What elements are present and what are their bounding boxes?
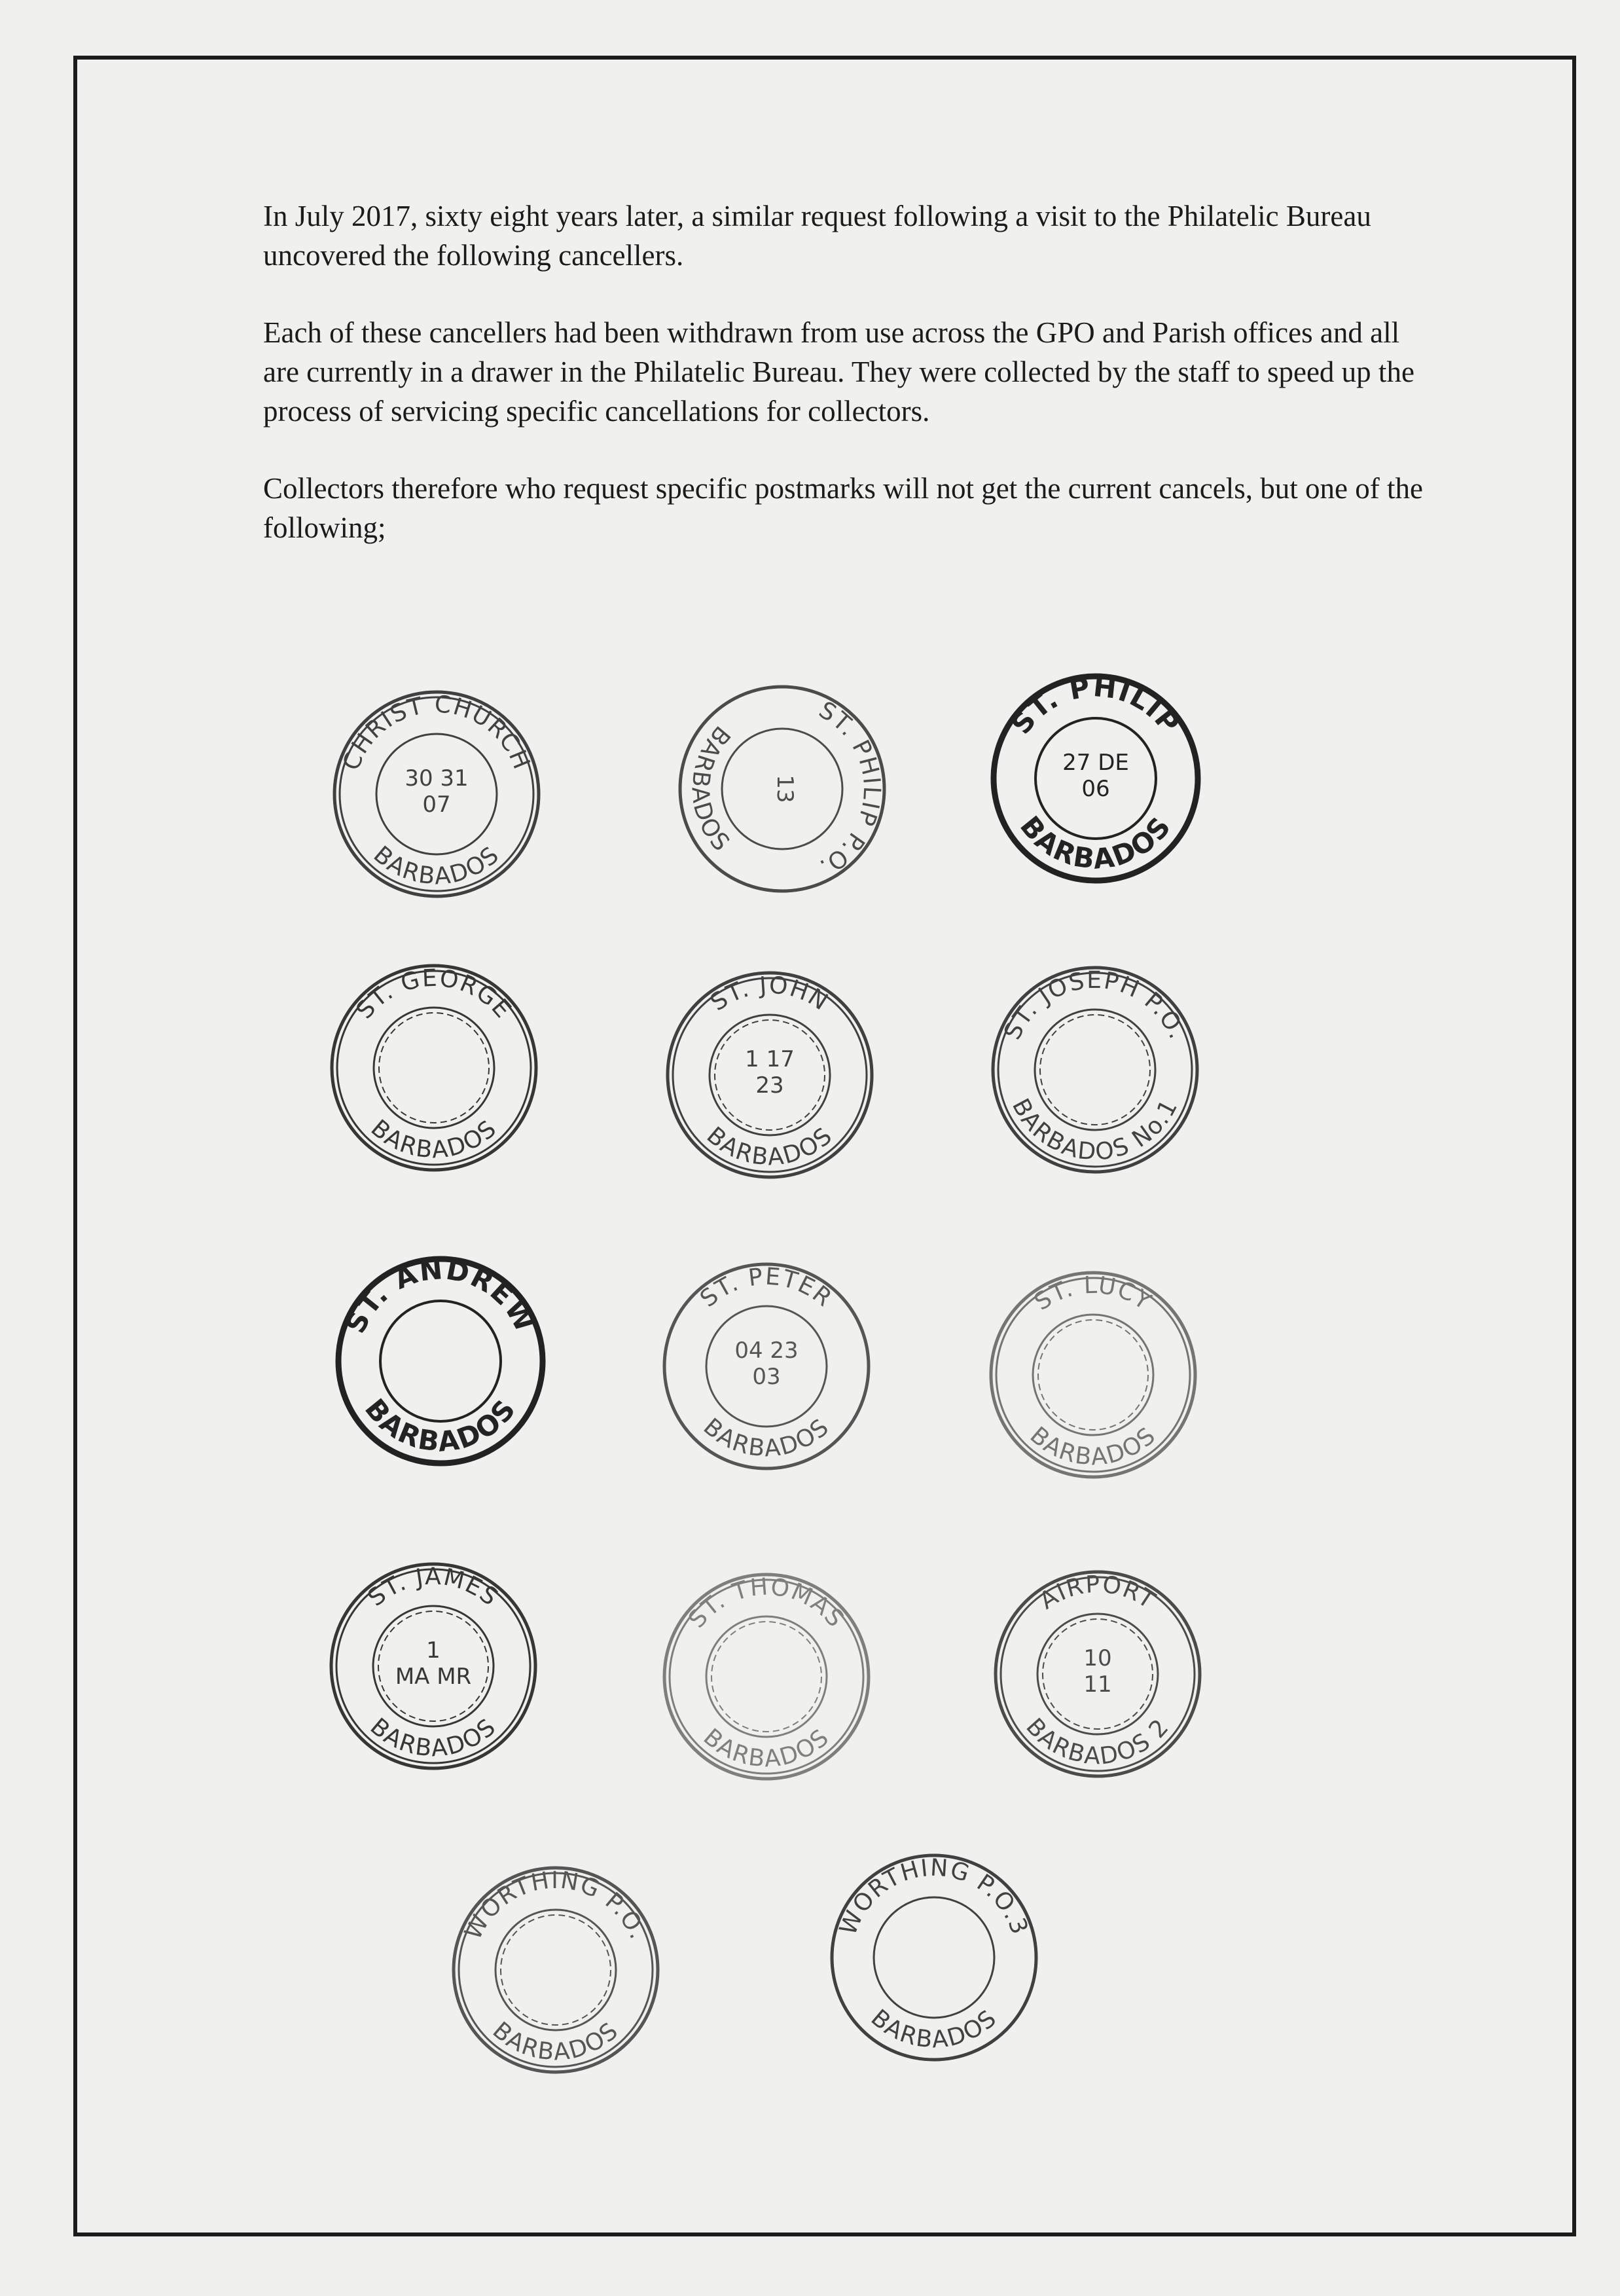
postmark-st-lucy: [985, 1267, 1201, 1483]
postmark-st-george: [326, 960, 542, 1176]
postmark-svg: [985, 1267, 1201, 1483]
postmark-office-name: ST. THOMAS: [683, 1573, 850, 1633]
postmark-svg: [662, 967, 878, 1183]
postmark-country: BARBADOS: [698, 1723, 835, 1773]
postmark-country: BARBADOS: [365, 1114, 503, 1164]
postmark-country: BARBADOS: [365, 1713, 502, 1762]
postmark-ring: [380, 1301, 501, 1421]
postmark-date: 30 31: [405, 765, 469, 792]
postmark-date: 10: [1083, 1645, 1112, 1671]
postmark-svg: [990, 1566, 1206, 1782]
postmark-country: BARBADOS: [686, 720, 736, 858]
postmark-svg: [987, 962, 1203, 1178]
postmark-date: 27 DE: [1062, 750, 1129, 776]
paragraph-withdrawn: Each of these cancellers had been withdrawn from use across the GPO and Parish offices and all are currently in a drawer in the Philatelic Bureau. They were collected by the staff to speed up the process of servicing specific cancellations for collectors.: [263, 316, 1414, 428]
postmark-svg: [325, 1558, 541, 1774]
postmark-office-name: ST. JOSEPH P.O.: [999, 966, 1191, 1044]
postmark-ring: [501, 1915, 611, 2025]
postmark-ring: [874, 1897, 994, 2018]
postmark-country: BARBADOS 2: [1020, 1713, 1175, 1770]
postmark-st-joseph: [987, 962, 1203, 1178]
postmark-country: BARBADOS: [1024, 1421, 1162, 1471]
postmark-svg: [658, 1258, 874, 1474]
postmark-ring: [379, 1013, 489, 1123]
postmark-ring: [706, 1616, 827, 1737]
postmark-country: BARBADOS: [368, 841, 505, 890]
postmark-date: 23: [755, 1072, 784, 1099]
postmark-date: 11: [1083, 1671, 1112, 1698]
postmark-st-philip-po: [674, 681, 890, 897]
postmark-airport: [990, 1566, 1206, 1782]
postmark-office-name: ST. JAMES: [363, 1563, 504, 1612]
postmark-christ-church: [329, 686, 545, 902]
postmark-svg: [826, 1850, 1042, 2066]
paragraph-intro: In July 2017, sixty eight years later, a similar request following a visit to the Philatelic Bureau uncovered the following cancellers.: [263, 200, 1371, 272]
postmark-office-name: ST. PHILIP P.O.: [814, 696, 886, 882]
postmark-svg: [674, 681, 890, 897]
postmark-date: 1 17: [745, 1046, 795, 1072]
postmark-st-james: [325, 1558, 541, 1774]
postmark-st-john: [662, 967, 878, 1183]
postmark-country: BARBADOS No.1: [1006, 1094, 1184, 1166]
postmark-svg: [326, 960, 542, 1176]
postmark-office-name: AIRPORT: [1035, 1571, 1161, 1615]
postmark-country: BARBADOS: [701, 1121, 838, 1171]
postmark-country: BARBADOS: [1013, 810, 1178, 876]
paragraph-collectors: Collectors therefore who request specific postmarks will not get the current cancels, but one of the following;: [263, 472, 1423, 544]
postmark-st-andrew: [333, 1253, 549, 1469]
postmark-ring: [1033, 1315, 1153, 1435]
postmark-st-philip: [988, 670, 1204, 886]
postmark-office-name: ST. JOHN: [706, 972, 834, 1017]
postmark-ring: [711, 1622, 821, 1732]
postmark-ring: [374, 1008, 494, 1128]
postmark-ring: [1035, 1010, 1155, 1130]
postmark-ring: [1038, 1320, 1148, 1430]
postmark-date: 07: [422, 792, 451, 818]
postmark-office-name: ST. PETER: [695, 1263, 838, 1313]
postmark-svg: [333, 1253, 549, 1469]
postmark-worthing: [448, 1862, 664, 2078]
postmark-st-peter: [658, 1258, 874, 1474]
postmark-country: BARBADOS: [358, 1393, 523, 1459]
postmark-date: 03: [752, 1364, 781, 1390]
postmark-svg: [658, 1569, 874, 1785]
postmark-date: 13: [772, 774, 798, 803]
postmark-office-name: CHRIST CHURCH: [338, 691, 535, 774]
postmark-country: BARBADOS: [487, 2016, 624, 2066]
postmark-date: 06: [1081, 776, 1110, 802]
postmark-office-name: WORTHING P.O.: [459, 1867, 652, 1944]
postmark-country: BARBADOS: [865, 2004, 1003, 2054]
postmark-office-name: ST. ANDREW: [339, 1252, 542, 1338]
postmark-svg: [329, 686, 545, 902]
postmark-office-name: ST. GEORGE: [351, 964, 517, 1025]
postmark-date: MA MR: [395, 1664, 472, 1690]
postmark-office-name: ST. PHILIP: [1005, 670, 1187, 740]
postmark-date: 1: [426, 1637, 441, 1664]
postmark-country: BARBADOS: [698, 1413, 835, 1463]
postmark-ring: [1040, 1015, 1150, 1125]
postmark-svg: [448, 1862, 664, 2078]
postmark-worthing-3: [826, 1850, 1042, 2066]
postmark-svg: [988, 670, 1204, 886]
postmark-office-name: ST. LUCY: [1030, 1271, 1157, 1317]
postmark-ring: [495, 1910, 616, 2030]
postmark-office-name: WORTHING P.O.3: [835, 1854, 1034, 1939]
postmark-st-thomas: [658, 1569, 874, 1785]
postmark-date: 04 23: [734, 1338, 799, 1364]
